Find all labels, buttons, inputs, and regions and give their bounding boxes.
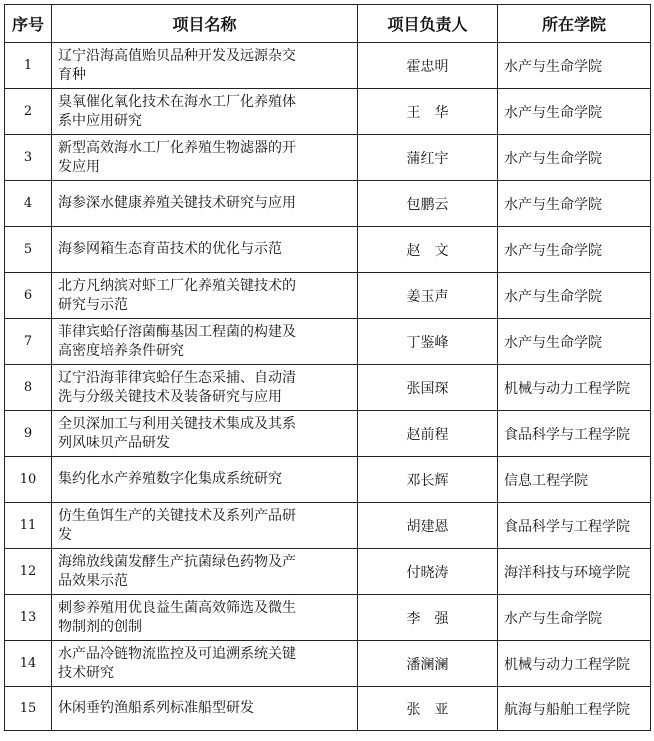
row-college: 航海与船舶工程学院	[498, 687, 651, 731]
row-project-leader: 邓长辉	[358, 457, 498, 503]
row-index: 15	[5, 687, 52, 731]
row-college: 水产与生命学院	[498, 89, 651, 135]
row-project-name: 菲律宾蛤仔溶菌酶基因工程菌的构建及 高密度培养条件研究	[52, 319, 358, 365]
row-project-name: 海绵放线菌发酵生产抗菌绿色药物及产 品效果示范	[52, 549, 358, 595]
row-project-name: 集约化水产养殖数字化集成系统研究	[52, 457, 358, 503]
row-college: 水产与生命学院	[498, 227, 651, 273]
row-college: 食品科学与工程学院	[498, 503, 651, 549]
header-college: 所在学院	[498, 5, 651, 43]
row-college: 水产与生命学院	[498, 595, 651, 641]
table-row	[5, 457, 651, 503]
table-row	[5, 503, 651, 549]
table-row	[5, 549, 651, 595]
table-row	[5, 365, 651, 411]
row-project-name: 臭氧催化氧化技术在海水工厂化养殖体 系中应用研究	[52, 89, 358, 135]
table-row	[5, 135, 651, 181]
row-index: 4	[5, 181, 52, 227]
row-project-leader: 包鹏云	[358, 181, 498, 227]
row-index: 13	[5, 595, 52, 641]
table-row	[5, 181, 651, 227]
header-index: 序号	[5, 5, 52, 43]
table-row	[5, 227, 651, 273]
row-project-leader: 付晓涛	[358, 549, 498, 595]
row-project-leader: 王 华	[358, 89, 498, 135]
row-college: 海洋科技与环境学院	[498, 549, 651, 595]
row-project-name: 海参网箱生态育苗技术的优化与示范	[52, 227, 358, 273]
header-project-leader: 项目负责人	[358, 5, 498, 43]
table-row	[5, 273, 651, 319]
row-college: 机械与动力工程学院	[498, 641, 651, 687]
row-index: 14	[5, 641, 52, 687]
row-project-leader: 张国琛	[358, 365, 498, 411]
header-row	[5, 5, 651, 43]
row-index: 2	[5, 89, 52, 135]
row-project-name: 新型高效海水工厂化养殖生物滤器的开 发应用	[52, 135, 358, 181]
row-index: 9	[5, 411, 52, 457]
row-college: 水产与生命学院	[498, 43, 651, 89]
row-project-name: 全贝深加工与利用关键技术集成及其系 列风味贝产品研发	[52, 411, 358, 457]
row-project-leader: 赵前程	[358, 411, 498, 457]
header-project-name: 项目名称	[52, 5, 358, 43]
table-row	[5, 687, 651, 731]
row-index: 10	[5, 457, 52, 503]
row-project-name: 北方凡纳滨对虾工厂化养殖关键技术的 研究与示范	[52, 273, 358, 319]
project-table	[4, 4, 651, 731]
table-row	[5, 89, 651, 135]
table-row	[5, 319, 651, 365]
row-index: 7	[5, 319, 52, 365]
row-project-leader: 张 亚	[358, 687, 498, 731]
row-index: 12	[5, 549, 52, 595]
row-project-name: 水产品冷链物流监控及可追溯系统关键 技术研究	[52, 641, 358, 687]
row-index: 1	[5, 43, 52, 89]
row-project-name: 辽宁沿海菲律宾蛤仔生态采捕、自动清 洗与分级关键技术及装备研究与应用	[52, 365, 358, 411]
row-college: 水产与生命学院	[498, 273, 651, 319]
row-college: 食品科学与工程学院	[498, 411, 651, 457]
row-index: 6	[5, 273, 52, 319]
row-college: 水产与生命学院	[498, 135, 651, 181]
table-row	[5, 411, 651, 457]
row-project-name: 辽宁沿海高值贻贝品种开发及远源杂交 育种	[52, 43, 358, 89]
row-index: 5	[5, 227, 52, 273]
row-project-leader: 蒲红宇	[358, 135, 498, 181]
row-project-name: 仿生鱼饵生产的关键技术及系列产品研 发	[52, 503, 358, 549]
row-college: 水产与生命学院	[498, 319, 651, 365]
row-index: 3	[5, 135, 52, 181]
row-index: 8	[5, 365, 52, 411]
row-project-name: 海参深水健康养殖关键技术研究与应用	[52, 181, 358, 227]
table-row	[5, 43, 651, 89]
row-college: 机械与动力工程学院	[498, 365, 651, 411]
row-project-leader: 潘澜澜	[358, 641, 498, 687]
row-project-leader: 胡建恩	[358, 503, 498, 549]
row-project-leader: 赵 文	[358, 227, 498, 273]
row-project-name: 刺参养殖用优良益生菌高效筛选及微生 物制剂的创制	[52, 595, 358, 641]
row-index: 11	[5, 503, 52, 549]
row-project-leader: 姜玉声	[358, 273, 498, 319]
row-college: 水产与生命学院	[498, 181, 651, 227]
table-row	[5, 595, 651, 641]
row-college: 信息工程学院	[498, 457, 651, 503]
row-project-leader: 李 强	[358, 595, 498, 641]
row-project-leader: 霍忠明	[358, 43, 498, 89]
row-project-name: 休闲垂钓渔船系列标准船型研发	[52, 687, 358, 731]
row-project-leader: 丁鉴峰	[358, 319, 498, 365]
table-row	[5, 641, 651, 687]
